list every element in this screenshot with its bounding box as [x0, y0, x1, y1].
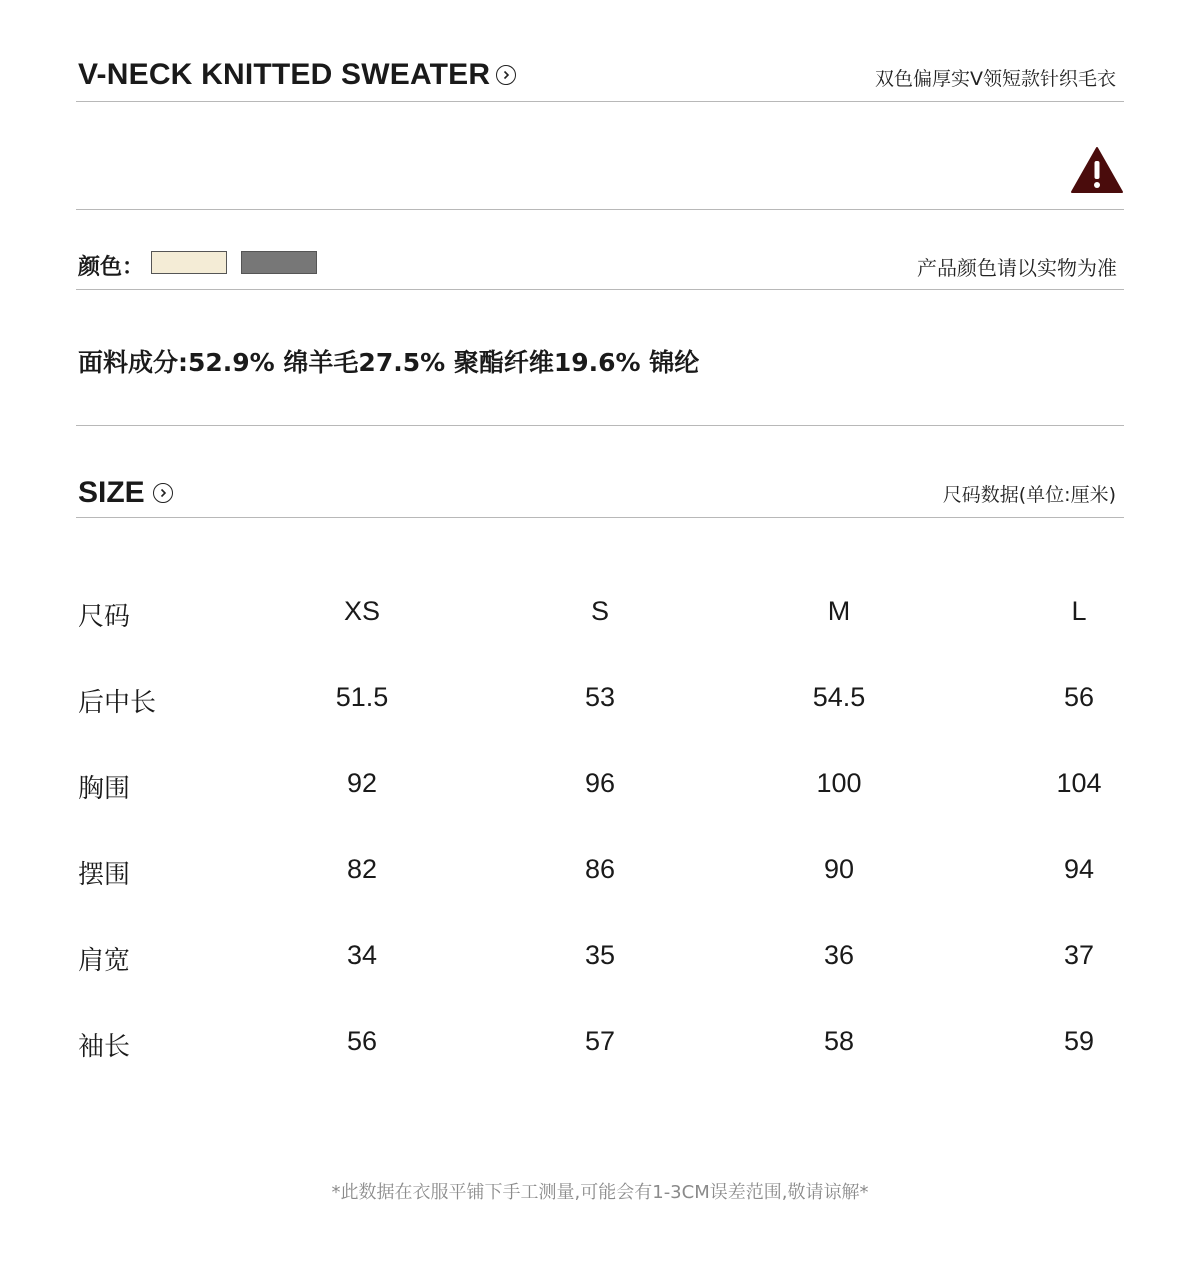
row-label: 肩宽 — [78, 946, 131, 976]
table-cell: 34 — [346, 940, 378, 970]
table-cell: 56 — [346, 1026, 378, 1056]
row-label: 尺码 — [78, 602, 131, 632]
table-row — [76, 1008, 1124, 1094]
table-cell: L — [1071, 596, 1087, 626]
row-label: 后中长 — [78, 688, 157, 718]
table-cell: 53 — [584, 682, 616, 712]
chevron-right-circle-icon[interactable] — [153, 483, 173, 503]
size-title-text: SIZE — [78, 476, 145, 509]
size-title — [78, 476, 173, 510]
row-label: 胸围 — [78, 774, 131, 804]
color-swatch-gray[interactable] — [241, 251, 317, 274]
table-cell: 54.5 — [812, 682, 866, 712]
color-note: 产品颜色请以实物为准 — [917, 256, 1117, 280]
table-cell: 86 — [584, 854, 616, 884]
table-row — [76, 578, 1124, 664]
row-label: 摆围 — [78, 860, 131, 890]
table-cell: 104 — [1056, 768, 1102, 798]
divider — [76, 517, 1124, 518]
table-cell: 56 — [1063, 682, 1095, 712]
table-row — [76, 922, 1124, 1008]
size-unit: 尺码数据(单位:厘米) — [942, 484, 1116, 506]
table-cell: 92 — [346, 768, 378, 798]
measurement-footnote: *此数据在衣服平铺下手工测量,可能会有1-3CM误差范围,敬请谅解* — [331, 1182, 869, 1203]
table-cell: 94 — [1063, 854, 1095, 884]
color-swatch-cream[interactable] — [151, 251, 227, 274]
divider — [76, 425, 1124, 426]
table-cell: 35 — [584, 940, 616, 970]
table-cell: 96 — [584, 768, 616, 798]
table-cell: 36 — [823, 940, 855, 970]
divider — [76, 101, 1124, 102]
table-cell: XS — [343, 596, 381, 626]
divider — [76, 289, 1124, 290]
product-title-text: V-NECK KNITTED SWEATER — [78, 58, 491, 91]
table-cell: 57 — [584, 1026, 616, 1056]
table-row — [76, 836, 1124, 922]
table-cell: 90 — [823, 854, 855, 884]
table-row — [76, 664, 1124, 750]
table-cell: 37 — [1063, 940, 1095, 970]
product-subtitle: 双色偏厚实V领短款针织毛衣 — [875, 68, 1116, 90]
table-cell: 51.5 — [335, 682, 389, 712]
fabric-composition: 面料成分:52.9% 绵羊毛27.5% 聚酯纤维19.6% 锦纶 — [78, 348, 700, 377]
size-table — [76, 578, 1124, 1094]
table-cell: 59 — [1063, 1026, 1095, 1056]
table-cell: S — [590, 596, 610, 626]
table-cell: 100 — [816, 768, 862, 798]
table-cell: M — [827, 596, 851, 626]
table-row — [76, 750, 1124, 836]
table-cell: 82 — [346, 854, 378, 884]
warning-icon — [1070, 146, 1124, 194]
row-label: 袖长 — [78, 1032, 131, 1062]
product-title — [78, 58, 516, 92]
chevron-right-circle-icon[interactable] — [496, 65, 516, 85]
table-cell: 58 — [823, 1026, 855, 1056]
color-label: 颜色： — [78, 255, 145, 280]
divider — [76, 209, 1124, 210]
